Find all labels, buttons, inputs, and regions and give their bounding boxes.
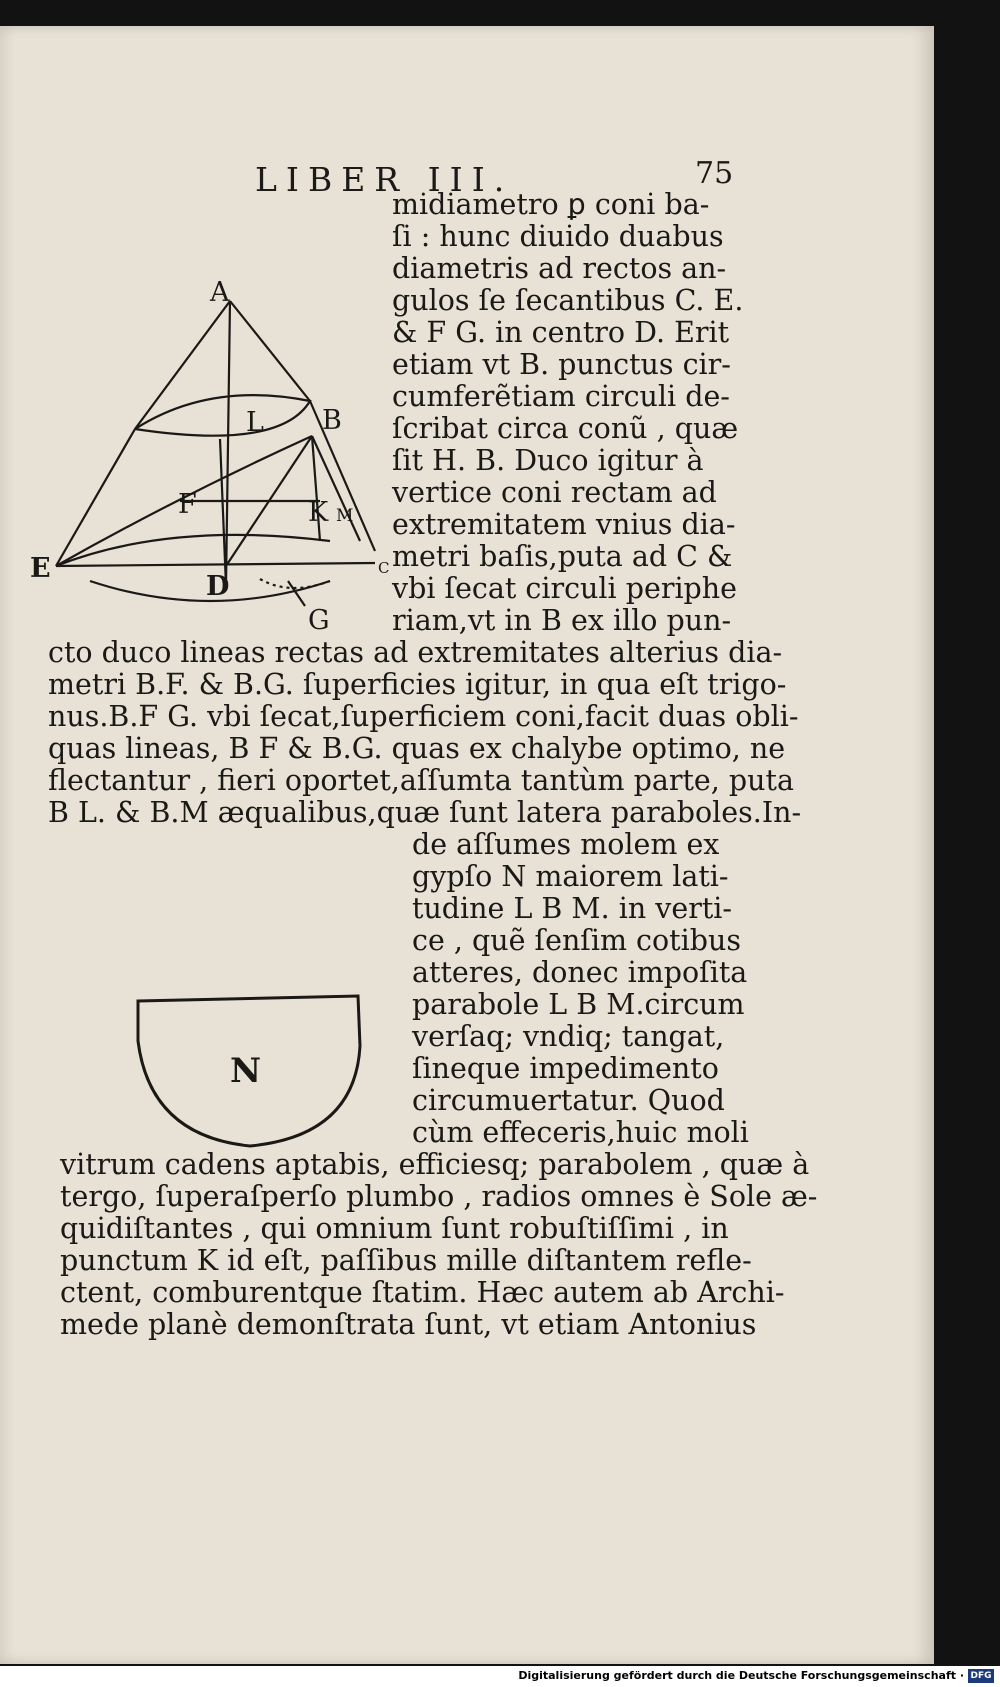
point-d-label: D xyxy=(206,571,230,602)
text-line: tergo, ſuperaſperſo plumbo , radios omnes è Sole æ- xyxy=(60,1180,818,1213)
text-line: vbi ſecat circuli periphe xyxy=(392,572,738,605)
text-line: cto duco lineas rectas ad extremitates alterius dia- xyxy=(48,636,783,669)
text-line: ſcribat circa conũ , quæ xyxy=(392,412,739,445)
text-line: circumuertatur. Quod xyxy=(412,1084,725,1117)
digitization-footer xyxy=(0,1666,1000,1687)
text-line: tudine L B M. in verti- xyxy=(412,892,733,925)
text-line: verſaq; vndiq; tangat, xyxy=(412,1020,725,1053)
text-line: ce , quẽ ſenſim cotibus xyxy=(412,924,741,957)
text-line: punctum K id eſt, paſſibus mille diſtantem refle- xyxy=(60,1244,752,1277)
text-line: vitrum cadens aptabis, efficiesq; parabolem , quæ à xyxy=(60,1148,810,1181)
text-line: etiam vt B. punctus cir- xyxy=(392,348,731,381)
point-m-label: M xyxy=(336,506,354,526)
text-line: nus.B.F G. vbi ſecat,ſuperficiem coni,facit duas obli- xyxy=(48,700,799,733)
text-line: midiametro ꝑ coni ba- xyxy=(392,188,710,221)
text-line: ſit H. B. Duco igitur à xyxy=(392,444,704,477)
running-head: LIBER III. xyxy=(255,160,514,199)
text-line: diametris ad rectos an- xyxy=(392,252,727,285)
point-a-label: A xyxy=(210,281,230,308)
point-c-label: C xyxy=(378,559,390,577)
point-l-label: L xyxy=(246,407,264,438)
text-line: atteres, donec impoſita xyxy=(412,956,748,989)
text-line: flectantur , fieri oportet,aſſumta tantùm parte, puta xyxy=(48,764,794,797)
mold-n-label: N xyxy=(230,1051,262,1091)
point-k-label: K xyxy=(308,497,329,528)
text-line: de aſſumes molem ex xyxy=(412,828,720,861)
text-line: quas lineas, B F & B.G. quas ex chalybe optimo, ne xyxy=(48,732,786,765)
dfg-logo: DFG xyxy=(968,1669,994,1683)
text-line: metri baſis,puta ad C & xyxy=(392,540,733,573)
text-line: gulos ſe ſecantibus C. E. xyxy=(392,284,744,317)
footer-credit: Digitalisierung gefördert durch die Deutsche Forschungsgemeinschaft · xyxy=(518,1669,964,1682)
point-g-label: G xyxy=(308,605,330,636)
text-line: gypſo N maiorem lati- xyxy=(412,860,729,893)
text-line: vertice coni rectam ad xyxy=(392,476,717,509)
cone-diagram xyxy=(30,281,390,641)
text-line: mede planè demonſtrata ſunt, vt etiam Antonius xyxy=(60,1308,757,1341)
text-line: quidiſtantes , qui omnium ſunt robuſtiſſimi , in xyxy=(60,1212,729,1245)
text-line: metri B.F. & B.G. ſuperficies igitur, in qua eſt trigo- xyxy=(48,668,787,701)
text-line: cùm effeceris,huic moli xyxy=(412,1116,749,1149)
mold-n-diagram xyxy=(130,986,380,1156)
text-line: ſineque impedimento xyxy=(412,1052,719,1085)
point-b-label: B xyxy=(322,405,342,436)
text-line: & F G. in centro D. Erit xyxy=(392,316,730,349)
text-line: ſi : hunc diuido duabus xyxy=(392,220,724,253)
point-e-label: E xyxy=(30,553,51,584)
text-line: extremitatem vnius dia- xyxy=(392,508,736,541)
page-number: 75 xyxy=(695,156,734,191)
text-line: cumferẽtiam circuli de- xyxy=(392,380,730,413)
text-line: B L. & B.M æqualibus,quæ ſunt latera paraboles.In- xyxy=(48,796,802,829)
point-f-label: F xyxy=(178,489,197,520)
text-line: parabole L B M.circum xyxy=(412,988,745,1021)
text-line: ctent, comburentque ſtatim. Hæc autem ab Archi- xyxy=(60,1276,785,1309)
text-line: riam,vt in B ex illo pun- xyxy=(392,604,732,637)
book-page xyxy=(0,26,934,1664)
